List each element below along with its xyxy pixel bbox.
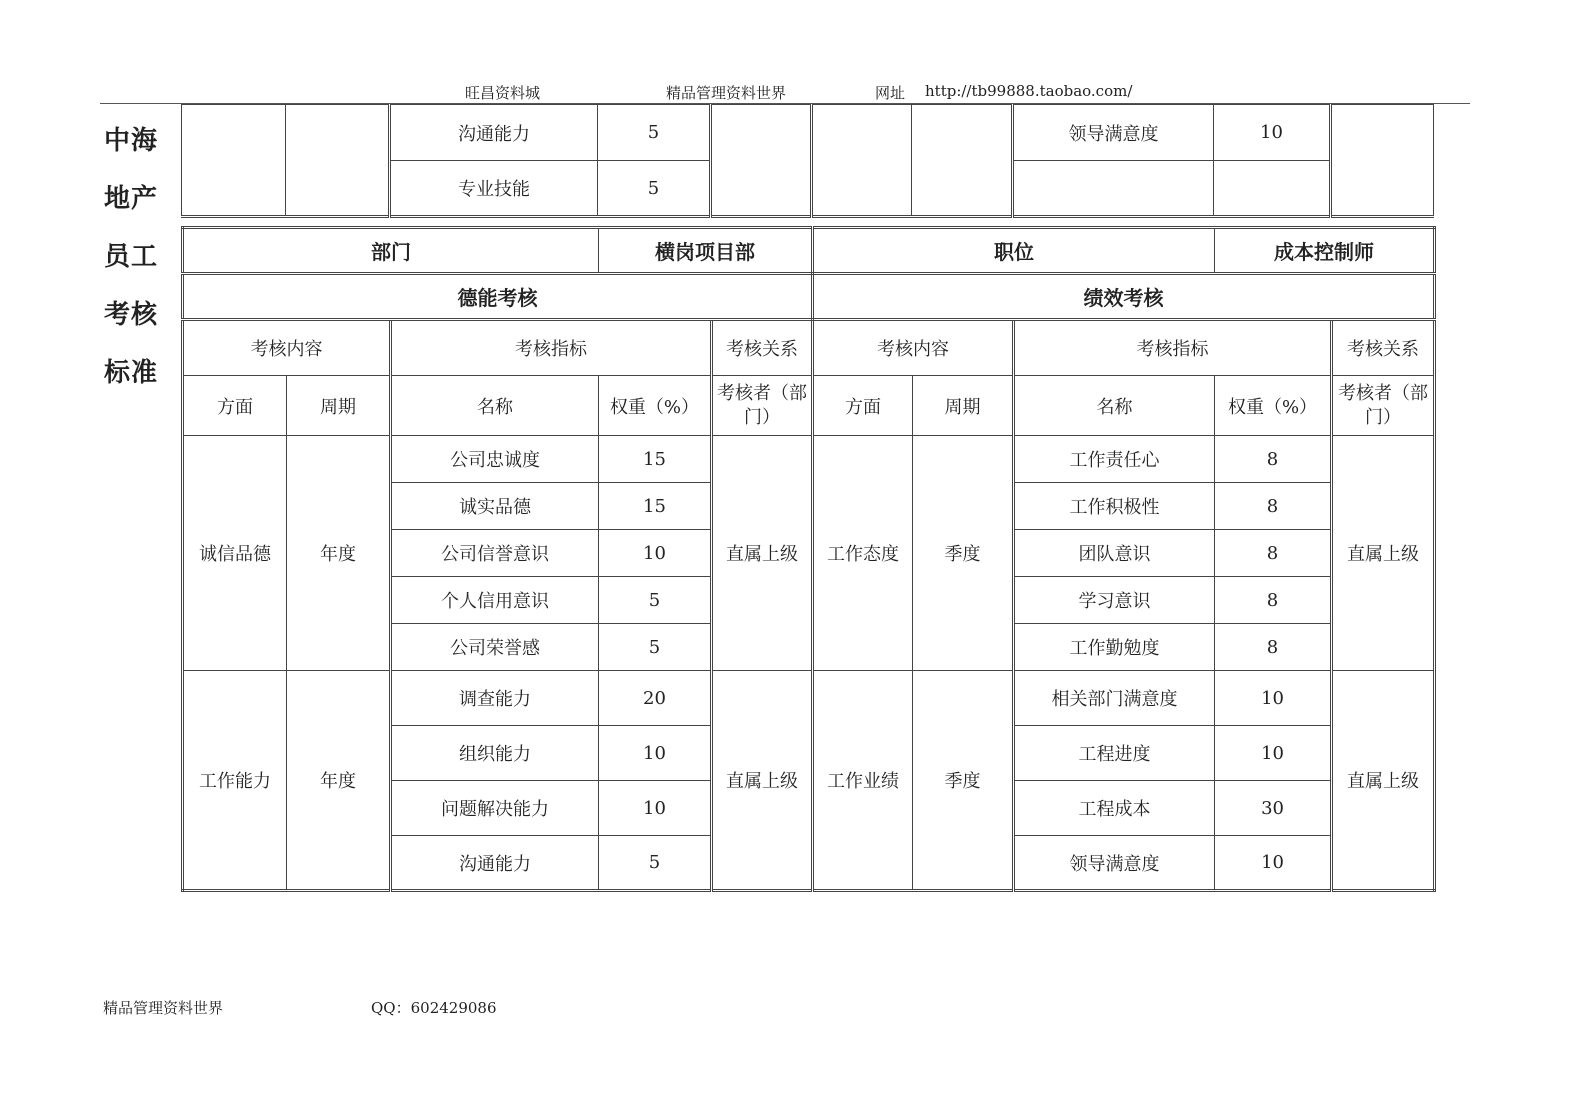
header-row-1 [183,320,1435,376]
indicator-weight: 30 [1215,781,1332,836]
header-period: 周期 [913,376,1014,436]
relation-cell: 直属上级 [712,671,813,891]
header-assessor: 考核者（部门） [712,376,813,436]
header-period: 周期 [287,376,391,436]
empty-cell [711,105,812,217]
side-title-line: 标准 [104,358,159,388]
section-right-title: 绩效考核 [813,274,1435,320]
side-title-line: 员工 [104,242,159,272]
indicator-weight: 8 [1215,436,1332,483]
indicator-weight: 5 [599,624,712,671]
indicator-name: 相关部门满意度 [1014,671,1215,726]
period-cell: 年度 [287,436,391,671]
empty-cell [1331,105,1434,217]
section-row [183,274,1435,320]
indicator-weight: 10 [1215,671,1332,726]
indicator-name: 领导满意度 [1014,836,1215,891]
header-name: 名称 [391,376,599,436]
side-title [104,112,174,402]
header-assessor: 考核者（部门） [1332,376,1435,436]
indicator-weight: 10 [1215,726,1332,781]
indicator-weight: 5 [599,577,712,624]
indicator-name: 团队意识 [1014,530,1215,577]
period-cell: 季度 [913,436,1014,671]
indicator-weight: 10 [1215,836,1332,891]
empty-cell [286,105,390,217]
indicator-name: 工作勤勉度 [1014,624,1215,671]
indicator-weight: 10 [599,781,712,836]
indicator-name: 公司荣誉感 [391,624,599,671]
indicator-weight: 8 [1215,624,1332,671]
header-indicator: 考核指标 [1014,320,1332,376]
dept-value: 横岗项目部 [599,228,813,274]
relation-cell: 直属上级 [712,436,813,671]
aspect-cell: 工作业绩 [813,671,913,891]
aspect-cell: 工作能力 [183,671,287,891]
header-content: 考核内容 [813,320,1014,376]
header-aspect: 方面 [183,376,287,436]
indicator-weight: 10 [599,726,712,781]
indicator-weight [1214,161,1331,217]
indicator-name: 沟通能力 [391,836,599,891]
side-title-line: 考核 [104,300,159,330]
indicator-name: 组织能力 [391,726,599,781]
indicator-weight: 10 [599,530,712,577]
table-row [183,436,1435,483]
indicator-weight: 8 [1215,577,1332,624]
indicator-name: 调查能力 [391,671,599,726]
indicator-name: 工作积极性 [1014,483,1215,530]
side-title-line: 地产 [104,184,159,214]
empty-cell [812,105,912,217]
footer-qq-label: QQ： [371,999,411,1017]
section-left-title: 德能考核 [183,274,813,320]
dept-label: 部门 [183,228,599,274]
indicator-name: 公司信誉意识 [391,530,599,577]
aspect-cell: 工作态度 [813,436,913,671]
position-value: 成本控制师 [1215,228,1435,274]
indicator-weight: 10 [1214,105,1331,161]
table-row [183,671,1435,726]
indicator-name: 工程成本 [1014,781,1215,836]
relation-cell: 直属上级 [1332,671,1435,891]
header-row-2 [183,376,1435,436]
indicator-weight: 8 [1215,530,1332,577]
period-cell: 季度 [913,671,1014,891]
indicator-weight: 5 [599,836,712,891]
indicator-name: 公司忠诚度 [391,436,599,483]
empty-cell [182,105,286,217]
indicator-weight: 15 [599,436,712,483]
indicator-name: 工程进度 [1014,726,1215,781]
header-relation: 考核关系 [1332,320,1435,376]
header-name: 名称 [1014,376,1215,436]
header-url-label: 网址 [875,84,906,102]
indicator-weight: 5 [598,105,711,161]
indicator-name: 问题解决能力 [391,781,599,836]
header-aspect: 方面 [813,376,913,436]
header-url[interactable]: http://tb99888.taobao.com/ [925,82,1133,100]
header-relation: 考核关系 [712,320,813,376]
assessment-table [181,226,1436,892]
indicator-name: 沟通能力 [390,105,598,161]
info-row [183,228,1435,274]
empty-cell [912,105,1013,217]
header-weight: 权重（%） [599,376,712,436]
indicator-name: 个人信用意识 [391,577,599,624]
header-shop: 旺昌资料城 [465,84,541,102]
indicator-weight: 20 [599,671,712,726]
indicator-name: 学习意识 [1014,577,1215,624]
side-title-line: 中海 [104,126,159,156]
period-cell: 年度 [287,671,391,891]
indicator-name: 工作责任心 [1014,436,1215,483]
header-content: 考核内容 [183,320,391,376]
indicator-name: 领导满意度 [1013,105,1214,161]
indicator-name: 诚实品德 [391,483,599,530]
header-indicator: 考核指标 [391,320,712,376]
indicator-weight: 8 [1215,483,1332,530]
footer-left: 精品管理资料世界 [103,999,224,1017]
previous-table-continuation [181,104,1434,218]
header-weight: 权重（%） [1215,376,1332,436]
indicator-weight: 15 [599,483,712,530]
aspect-cell: 诚信品德 [183,436,287,671]
footer-qq [371,997,497,1018]
indicator-name [1013,161,1214,217]
footer-qq-number: 602429086 [410,999,497,1017]
relation-cell: 直属上级 [1332,436,1435,671]
indicator-name: 专业技能 [390,161,598,217]
indicator-weight: 5 [598,161,711,217]
position-label: 职位 [813,228,1215,274]
header-slogan: 精品管理资料世界 [666,84,787,102]
